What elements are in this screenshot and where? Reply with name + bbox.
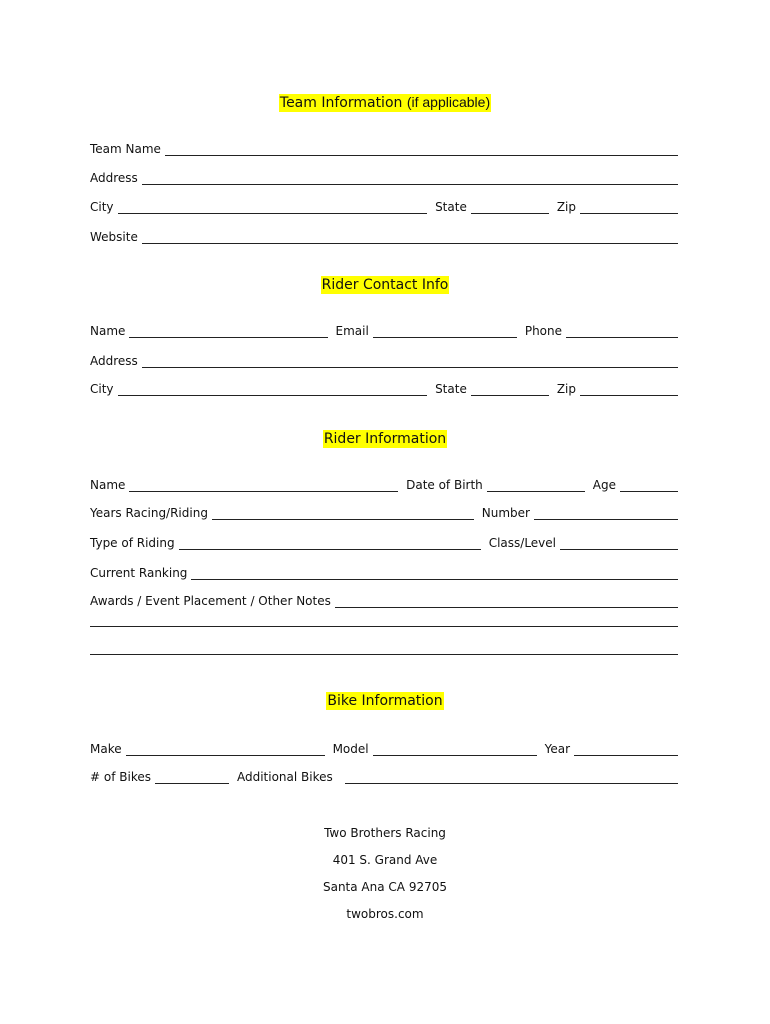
bike-information-heading: [0, 693, 770, 709]
team-city-row: [90, 198, 678, 214]
team-website-label: Website: [90, 230, 138, 244]
rider-notes-line-2[interactable]: [90, 654, 678, 655]
rider-class-field[interactable]: [560, 539, 678, 550]
bike-additional-label: Additional Bikes: [236, 770, 333, 784]
contact-zip-field[interactable]: [580, 385, 678, 396]
contact-address-field[interactable]: [142, 357, 678, 368]
team-city-field[interactable]: [118, 203, 428, 214]
rider-name-field[interactable]: [129, 481, 398, 492]
team-city-label: City: [90, 200, 114, 214]
contact-city-row: [90, 380, 678, 396]
team-name-label: Team Name: [90, 142, 161, 156]
rider-awards-row: [90, 592, 678, 608]
contact-state-label: State: [435, 382, 467, 396]
rider-contact-title: Rider Contact Info: [321, 277, 449, 293]
footer-street: 401 S. Grand Ave: [332, 853, 438, 867]
rider-contact-heading: [0, 277, 770, 293]
team-address-row: [90, 169, 678, 185]
team-name-field[interactable]: [165, 145, 678, 156]
contact-name-field[interactable]: [129, 327, 327, 338]
rider-notes-line-1[interactable]: [90, 626, 678, 627]
rider-dob-label: Date of Birth: [406, 478, 483, 492]
rider-age-label: Age: [592, 478, 616, 492]
rider-ranking-row: [90, 564, 678, 580]
team-website-row: [90, 228, 678, 244]
team-address-label: Address: [90, 171, 138, 185]
rider-years-row: [90, 504, 678, 520]
rider-ranking-label: Current Ranking: [90, 566, 188, 580]
contact-email-label: Email: [335, 324, 369, 338]
bike-count-row: [90, 768, 678, 784]
bike-model-field[interactable]: [373, 745, 537, 756]
team-zip-label: Zip: [556, 200, 576, 214]
contact-name-label: Name: [90, 324, 126, 338]
team-state-field[interactable]: [471, 203, 549, 214]
rider-awards-label: Awards / Event Placement / Other Notes: [90, 594, 331, 608]
team-information-heading: [0, 94, 770, 111]
contact-city-label: City: [90, 382, 114, 396]
rider-class-label: Class/Level: [488, 536, 556, 550]
rider-awards-field[interactable]: [335, 597, 678, 608]
contact-city-field[interactable]: [118, 385, 428, 396]
rider-type-field[interactable]: [179, 539, 481, 550]
rider-name-row: [90, 476, 678, 492]
footer-website: twobros.com: [346, 907, 424, 921]
contact-state-field[interactable]: [471, 385, 549, 396]
team-information-title: Team Information: [279, 95, 403, 111]
rider-number-field[interactable]: [534, 509, 678, 520]
rider-years-label: Years Racing/Riding: [90, 506, 208, 520]
contact-phone-label: Phone: [524, 324, 562, 338]
bike-make-field[interactable]: [126, 745, 325, 756]
contact-name-row: [90, 322, 678, 338]
bike-year-field[interactable]: [574, 745, 678, 756]
team-state-label: State: [435, 200, 467, 214]
bike-model-label: Model: [332, 742, 369, 756]
contact-phone-field[interactable]: [566, 327, 678, 338]
contact-email-field[interactable]: [373, 327, 517, 338]
team-zip-field[interactable]: [580, 203, 678, 214]
contact-address-label: Address: [90, 354, 138, 368]
rider-years-field[interactable]: [212, 509, 474, 520]
footer-city: Santa Ana CA 92705: [322, 880, 447, 894]
rider-information-heading: [0, 431, 770, 447]
rider-number-label: Number: [481, 506, 530, 520]
rider-dob-field[interactable]: [487, 481, 585, 492]
team-address-field[interactable]: [142, 174, 678, 185]
rider-name-label: Name: [90, 478, 126, 492]
bike-make-label: Make: [90, 742, 122, 756]
team-information-note: (if applicable): [406, 94, 491, 110]
bike-additional-field[interactable]: [345, 773, 678, 784]
bike-information-title: Bike Information: [327, 693, 443, 709]
rider-type-row: [90, 534, 678, 550]
contact-address-row: [90, 352, 678, 368]
bike-count-field[interactable]: [155, 773, 229, 784]
team-website-field[interactable]: [142, 233, 678, 244]
rider-type-label: Type of Riding: [90, 536, 175, 550]
footer-company: Two Brothers Racing: [324, 826, 446, 840]
bike-make-row: [90, 740, 678, 756]
bike-year-label: Year: [544, 742, 570, 756]
bike-count-label: # of Bikes: [90, 770, 151, 784]
rider-ranking-field[interactable]: [191, 569, 678, 580]
team-name-row: [90, 140, 678, 156]
contact-zip-label: Zip: [556, 382, 576, 396]
rider-age-field[interactable]: [620, 481, 678, 492]
rider-information-title: Rider Information: [323, 431, 447, 447]
